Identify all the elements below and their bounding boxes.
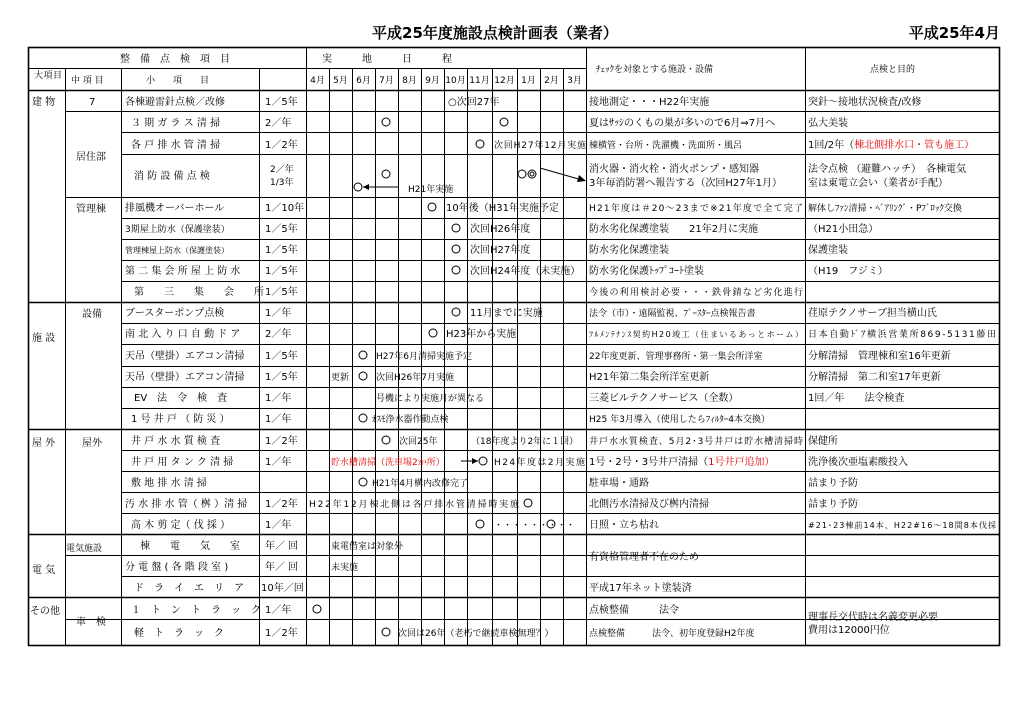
schedule-mark [452,245,460,253]
table-row [131,412,770,425]
row-freq: 1／2年 [265,436,298,447]
header-items: 整 備 点 検 項 目 [120,54,230,65]
medium-shaken: 車 検 [76,617,106,628]
table-row [125,327,996,340]
row-item: 各棟避雷針点検／改修 [125,97,225,108]
row-freq: 1／年 [265,393,292,404]
row-note: 次回H24年度（未実施） [470,266,581,277]
row-freq: 1／2年 [265,140,298,151]
page-title: 平成25年度施設点検計画表（業者） [372,24,618,42]
month-header: 12月 [494,76,515,86]
row-note: ・・・・・・・・・ [494,521,576,531]
row-note: 10年後（H31年実施予定 [446,203,559,214]
table-row [134,391,904,404]
row-freq: 年／ 回 [265,562,299,573]
month-header: 11月 [469,76,490,86]
row-target: 22年度更新、管理事務所・第一集会所洋室 [589,352,763,362]
row-item: 1 号 井 戸 （ 防 災 ） [131,414,230,425]
row-target: 防水劣化保護ﾄｯﾌﾟｺｰﾄ塗装 [589,266,704,277]
month-header: 9月 [425,76,440,86]
schedule-mark [500,118,508,126]
row-purpose: 解体しﾌｧﾝ清掃・ﾍﾞｱﾘﾝｸﾞ・Pﾌﾞﾛｯｸ交換 [808,204,962,214]
medium-kyojubu: 居住部 [76,152,106,163]
row-note: 次回は26年（老朽で継続車検無理？） [398,629,554,639]
row-target: 夏はｻｯｼのくもの巣が多いので6月⇒7月へ [589,118,776,129]
row-item: 消 防 設 備 点 検 [134,171,210,182]
category-outdoor: 屋 外 [32,438,56,449]
row-purpose-2: 室は東電立会い（業者が手配） [808,178,948,189]
schedule-mark [524,499,532,507]
month-header: 2月 [544,76,559,86]
table-row [131,476,858,489]
row-freq: 年／ 回 [265,541,299,552]
schedule-mark [382,170,390,178]
header-purpose: 点検と目的 [870,65,916,75]
row-note: 未実施 [331,563,359,573]
row-note: H23年から実施 [446,329,517,340]
row-note: ｵｽﾓ浄水器作動点検 [372,415,449,425]
row-target: 今後の利用検討必要・・・鉄骨錆など劣化進行 [589,288,803,298]
row-note: 次回H26年度 [470,224,531,235]
schedule-mark [479,457,487,465]
row-target: 井戸水水質検査、5月2･3号井戸は貯水槽清掃時 [589,437,803,447]
row-item: 排風機オーバーホール [125,203,225,214]
row-freq: 1／5年 [265,266,298,277]
row-item: 井 戸 水 水 質 検 査 [131,436,221,447]
header-schedule: 実 地 日 程 [322,54,452,65]
schedule-mark [359,478,367,486]
row-target: 棟横管・台所・洗濯機・洗面所・風呂 [589,141,743,151]
month-header: 1月 [521,76,536,86]
month-header: 5月 [333,76,348,86]
row-freq: 1／2年 [265,499,298,510]
row-freq: 1／年 [265,308,292,319]
row-target: 日照・立ち枯れ [589,520,659,531]
table-row [125,201,962,214]
month-header: 10月 [445,76,466,86]
row-freq: 1／年 [265,520,292,531]
row-freq: 1／2年 [265,628,298,639]
row-item: １ ト ン ト ラ ッ ク [131,605,261,616]
row-purpose: 詰まり予防 [808,478,858,489]
row-note: 11月までに実施 [470,308,543,319]
table-row [125,95,921,108]
row-target: 有資格管理者不在のため [589,552,699,563]
table-row [134,581,692,594]
header-medium: 中 項 目 [71,76,104,86]
schedule-mark [452,266,460,274]
row-item: 各 戸 排 水 管 清 掃 [131,140,221,151]
row-item: 3期屋上防水（保護塗装） [125,225,230,235]
schedule-mark [313,605,321,613]
row-target: H25 年3月導入（使用したらﾌｨﾙﾀｰ4本交換） [589,415,771,425]
row-purpose: 荏原テクノサーブ担当横山氏 [808,308,937,319]
row-item: EV 法 令 検 査 [134,393,228,404]
schedule-mark [382,436,390,444]
row-target: ﾌﾙﾒﾝﾃﾅﾝｽ契約H20竣工（住まいるあっとホーム） [589,330,803,339]
row-freq: 1／5年 [265,245,298,256]
row-purpose: 法令点検 （避難ハッチ） 各棟電気 [808,164,967,175]
arrow-line [540,168,582,180]
row-note: H21年実施 [408,185,454,195]
row-note: 号機により実施月が異なる [376,394,485,404]
month-header: 7月 [379,76,394,86]
table-row [134,285,803,298]
row-item: ３ 期 ガ ラ ス 清 掃 [131,118,221,129]
row-target: 1号・2号・3号井戸清掃（1号井戸追加） [589,457,775,468]
row-freq: 1／5年 [265,372,298,383]
row-purpose: 詰まり予防 [808,499,858,510]
table-row [125,370,941,383]
row-item: 天吊（壁掛）エアコン清掃 [125,351,245,362]
row-note: 次回H27年12月実施 [494,141,586,151]
month-header: 3月 [567,76,582,86]
row-item: 天吊（壁掛）エアコン清掃 [125,372,245,383]
row-target: 消火器・消火栓・消火ポンプ・感知器 [589,164,759,175]
medium-setsubi: 設備 [82,309,102,320]
row-freq: 1／5年 [265,97,298,108]
arrow-head [363,184,369,190]
row-purpose: 理事長交代時は名義変更必要 [808,612,938,623]
schedule-mark [528,170,536,178]
row-note: 次回H27年度 [470,245,531,256]
month-headers [310,75,582,86]
row-freq: 1／5年 [265,351,298,362]
schedule-mark [382,628,390,636]
row-item: ド ラ イ エ リ ア [134,583,244,594]
row-freq: 2／年 [265,329,292,340]
row-item: 分 電 盤 ( 各 階 段 室 ) [125,562,229,573]
table-row [125,560,358,573]
arrow-head [577,175,586,182]
row-purpose: 分解清掃 管理棟和室16年更新 [808,351,951,362]
month-header: 4月 [310,76,325,86]
schedule-mark [359,372,367,380]
category-facility: 施 設 [32,333,56,344]
row-target: 点検整備 法令 [589,605,679,616]
table-row [131,116,848,129]
row-item: 汚 水 排 水 管（ 桝 ）清 掃 [125,499,248,510]
document-date: 平成25年4月 [908,24,1000,42]
row-purpose: 分解清掃 第二和室17年更新 [808,372,941,383]
table-row [125,306,937,319]
row-target: H21年第二集会所洋室更新 [589,372,710,383]
row-target: 北側汚水清掃及び桝内清掃 [589,499,709,510]
row-target: 点検整備 法令、初年度登録H2年度 [589,629,755,639]
row-freq: 2／年 [265,118,292,129]
table-row [140,539,699,563]
header-large-1: 大項目 [34,71,62,81]
row-item: 敷 地 排 水 清 掃 [131,478,207,489]
row-target: 防水劣化保護塗装 [589,245,669,256]
row-note: H27年6月清掃実施予定 [376,352,472,362]
row-freq: 2／年 [270,165,294,175]
month-header: 8月 [402,76,417,86]
row-note: H21年4月構内改修完了 [372,479,468,489]
table-row [125,497,858,510]
row-target: 三菱ビルテクノサービス（全数） [589,393,739,404]
row-purpose: （H21小田急） [808,224,879,235]
table-row [125,243,848,256]
row-note: 東電借室は対象外 [331,542,404,552]
row-purpose: #21･23棟前14本、H22#16～18間8本伐採 [808,521,996,530]
row-item: 棟 電 気 室 [140,541,240,552]
table-grid [28,47,1000,646]
month-header: 6月 [356,76,371,86]
row-freq: 1／年 [265,457,292,468]
row-purpose: （H19 フジミ） [808,266,888,277]
table-row [131,455,908,468]
row-pre-note: 更新 [331,373,350,383]
medium-kanri: 管理棟 [76,204,106,215]
schedule-mark [476,140,484,148]
row-freq: 1／年 [265,414,292,425]
row-item: 井 戸 用 タ ン ク 清 掃 [131,457,234,468]
row-note: H24年度は2月実施 [494,458,585,468]
schedule-mark [359,351,367,359]
row-purpose: 日本自動ﾄﾞｱ横浜営業所869-5131藤田 [808,330,996,340]
schedule-mark [354,183,362,191]
category-other: その他 [30,606,60,617]
row-freq-2: 1/3年 [270,178,294,188]
row-note-red: 貯水槽清掃（洗車場2か所） [331,458,445,468]
row-target: 防水劣化保護塗装 21年2月に実施 [589,224,759,235]
row-purpose: 保護塗装 [808,245,848,256]
row-note: 次回H26年7月実施 [376,373,454,383]
row-target-2: 3年毎消防署へ報告する（次回H27年1月） [589,178,782,189]
table-row [125,264,888,277]
table-row [131,138,974,151]
schedule-mark [429,329,437,337]
row-item: 第 二 集 会 所 屋 上 防 水 [125,266,241,277]
row-item: ブースターポンプ点検 [125,308,225,319]
row-note: ○次回27年 [448,97,500,108]
medium-7: 7 [89,97,96,108]
schedule-mark [452,224,460,232]
row-target: 法令（市）・遠隔監視、ﾌﾞｰｽﾀｰ点検報告書 [589,309,756,319]
arrow-head [472,458,478,464]
row-note-2: （18年度より2年に１回） [471,437,579,447]
row-purpose: 1回/2年（棟北側排水口・管も施工） [808,140,975,151]
row-item: 軽 ト ラ ッ ク [134,628,224,639]
schedule-mark [382,118,390,126]
row-purpose: 洗浄後次亜塩素酸投入 [808,457,908,468]
category-electric: 電 気 [32,565,56,576]
row-item: 第 三 集 会 所 [134,287,264,298]
row-target: 平成17年ネット塗装済 [589,583,692,594]
medium-okugai: 屋外 [82,438,102,449]
row-target: 接地測定・・・H22年実施 [589,97,710,108]
row-freq: 1／5年 [265,224,298,235]
row-target: H21年度は＃20～23まで※21年度で全て完了 [589,204,803,214]
schedule-mark [359,414,367,422]
row-item: 南 北 入 り 口 自 動 ド ア [125,329,241,340]
row-purpose: 弘大美装 [808,118,848,129]
row-purpose-2: 費用は12000円位 [808,625,890,636]
category-building: 建 物 [32,97,56,108]
medium-denki: 電気施設 [66,544,103,554]
row-target: 駐車場・通路 [589,478,649,489]
table-row [131,434,838,447]
header-target: ﾁｪｯｸを対象とする施設・設備 [596,65,714,75]
row-freq: 1／年 [265,605,292,616]
row-freq: 1／10年 [265,203,305,214]
row-item: 管理棟屋上防水（保護塗装） [125,246,229,255]
schedule-mark [428,203,436,211]
table-row [125,349,951,362]
header-small: 小 項 目 [146,76,210,86]
row-freq: 10年／回 [261,583,304,594]
row-purpose: 保健所 [808,436,838,447]
schedule-mark [476,520,484,528]
row-freq: 1／5年 [265,287,298,298]
row-purpose: 突針～接地状況検査/改修 [808,97,922,108]
row-note: 次回25年 [399,437,438,447]
row-item: 高 木 剪 定（ 伐 採 ） [131,520,231,531]
table-row [134,162,966,195]
schedule-mark-inner [530,172,534,176]
row-note: H22年12月棟北側は各戸排水管清掃時実施 [309,500,519,510]
row-purpose: 1回／年 法令検査 [808,393,905,404]
table-row [125,222,878,235]
schedule-mark [452,308,460,316]
schedule-mark [518,170,526,178]
